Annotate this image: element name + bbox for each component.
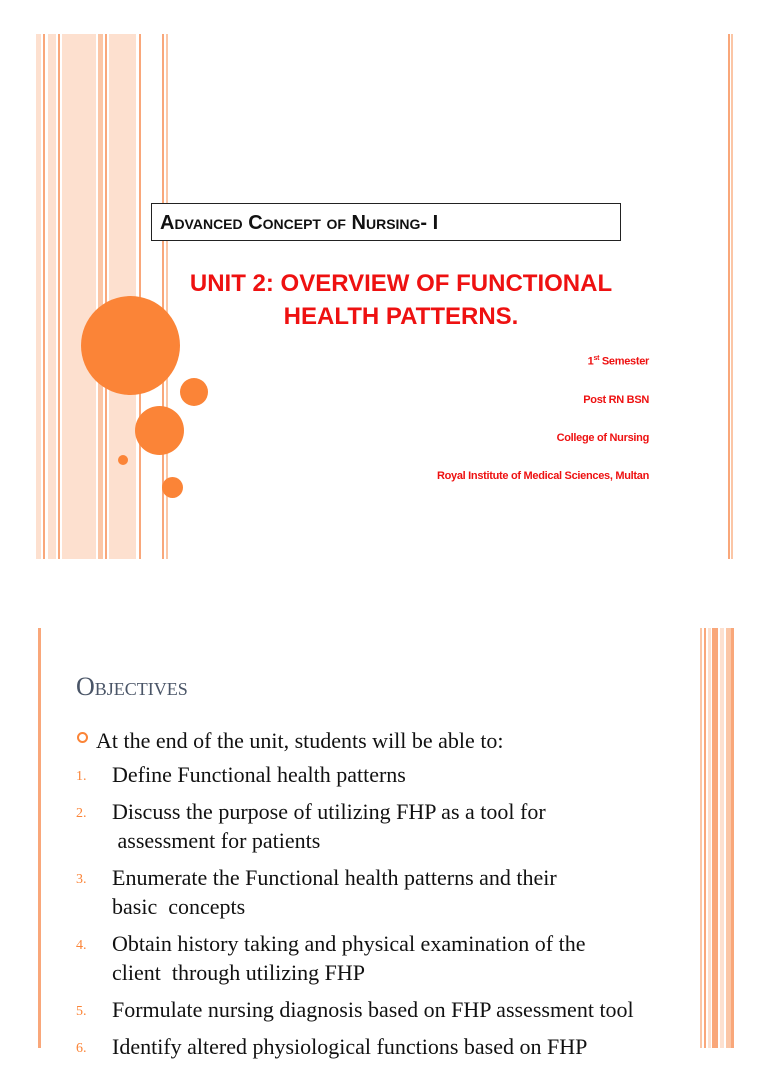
objectives-intro	[76, 728, 504, 754]
unit-title	[156, 267, 646, 333]
decorative-circle	[180, 378, 208, 406]
objective-item	[76, 929, 696, 987]
title-slide	[36, 34, 734, 559]
decorative-stripe	[58, 34, 60, 559]
college-info: College of Nursing	[556, 432, 649, 444]
objective-item	[76, 760, 696, 789]
objective-number: 2.	[76, 806, 87, 821]
program-info: Post RN BSN	[583, 394, 649, 406]
semester-label: Semester	[599, 355, 649, 368]
objectives-title: Objectives	[76, 672, 188, 701]
unit-title-line-2: HEALTH PATTERNS.	[283, 303, 519, 330]
objective-text: Obtain history taking and physical examination of the	[112, 931, 586, 956]
semester-info	[588, 355, 649, 368]
decorative-stripe	[38, 628, 41, 1048]
semester-suffix: st	[593, 355, 600, 362]
decorative-circle	[118, 455, 128, 465]
decorative-stripe	[43, 34, 45, 559]
objective-number: 5.	[76, 1004, 87, 1019]
objectives-list	[76, 760, 696, 1069]
decorative-stripe	[62, 34, 96, 559]
course-title: Advanced Concept of Nursing- I	[160, 212, 439, 234]
objective-item	[76, 863, 696, 921]
objective-text-continued: basic concepts	[112, 894, 246, 919]
decorative-stripe	[48, 34, 56, 559]
course-title-box	[151, 203, 621, 241]
objective-item	[76, 995, 696, 1024]
decorative-stripe	[700, 628, 702, 1048]
decorative-stripe	[704, 628, 706, 1048]
objective-item	[76, 1032, 696, 1061]
decorative-stripe	[720, 628, 724, 1048]
decorative-circle	[135, 406, 184, 455]
objective-text-continued: client through utilizing FHP	[112, 960, 365, 985]
objective-text: Formulate nursing diagnosis based on FHP assessment tool	[112, 997, 634, 1022]
decorative-stripe	[36, 34, 41, 559]
objective-text: Define Functional health patterns	[112, 762, 406, 787]
objective-number: 1.	[76, 769, 87, 784]
objective-text: Identify altered physiological functions based on FHP	[112, 1034, 588, 1059]
decorative-stripe	[731, 628, 734, 1048]
objectives-slide	[36, 628, 734, 1059]
decorative-stripe	[712, 628, 718, 1048]
objectives-intro-text: At the end of the unit, students will be able to:	[96, 728, 504, 753]
institute-info: Royal Institute of Medical Sciences, Multan	[436, 470, 649, 482]
decorative-stripe	[731, 34, 733, 559]
objective-text-continued: assessment for patients	[112, 828, 321, 853]
decorative-stripe	[98, 34, 103, 559]
decorative-stripe	[728, 34, 730, 559]
decorative-stripe	[708, 628, 711, 1048]
decorative-circle	[162, 477, 183, 498]
semester-number: 1	[587, 355, 594, 368]
objective-number: 6.	[76, 1041, 87, 1056]
unit-title-line-1: UNIT 2: OVERVIEW OF FUNCTIONAL	[189, 270, 613, 297]
objective-number: 4.	[76, 938, 87, 953]
objective-text: Discuss the purpose of utilizing FHP as a tool for	[112, 799, 546, 824]
ring-bullet-icon	[77, 732, 88, 743]
objective-number: 3.	[76, 872, 87, 887]
objective-item	[76, 797, 696, 855]
decorative-stripe	[105, 34, 107, 559]
objective-text: Enumerate the Functional health patterns and their	[112, 865, 557, 890]
